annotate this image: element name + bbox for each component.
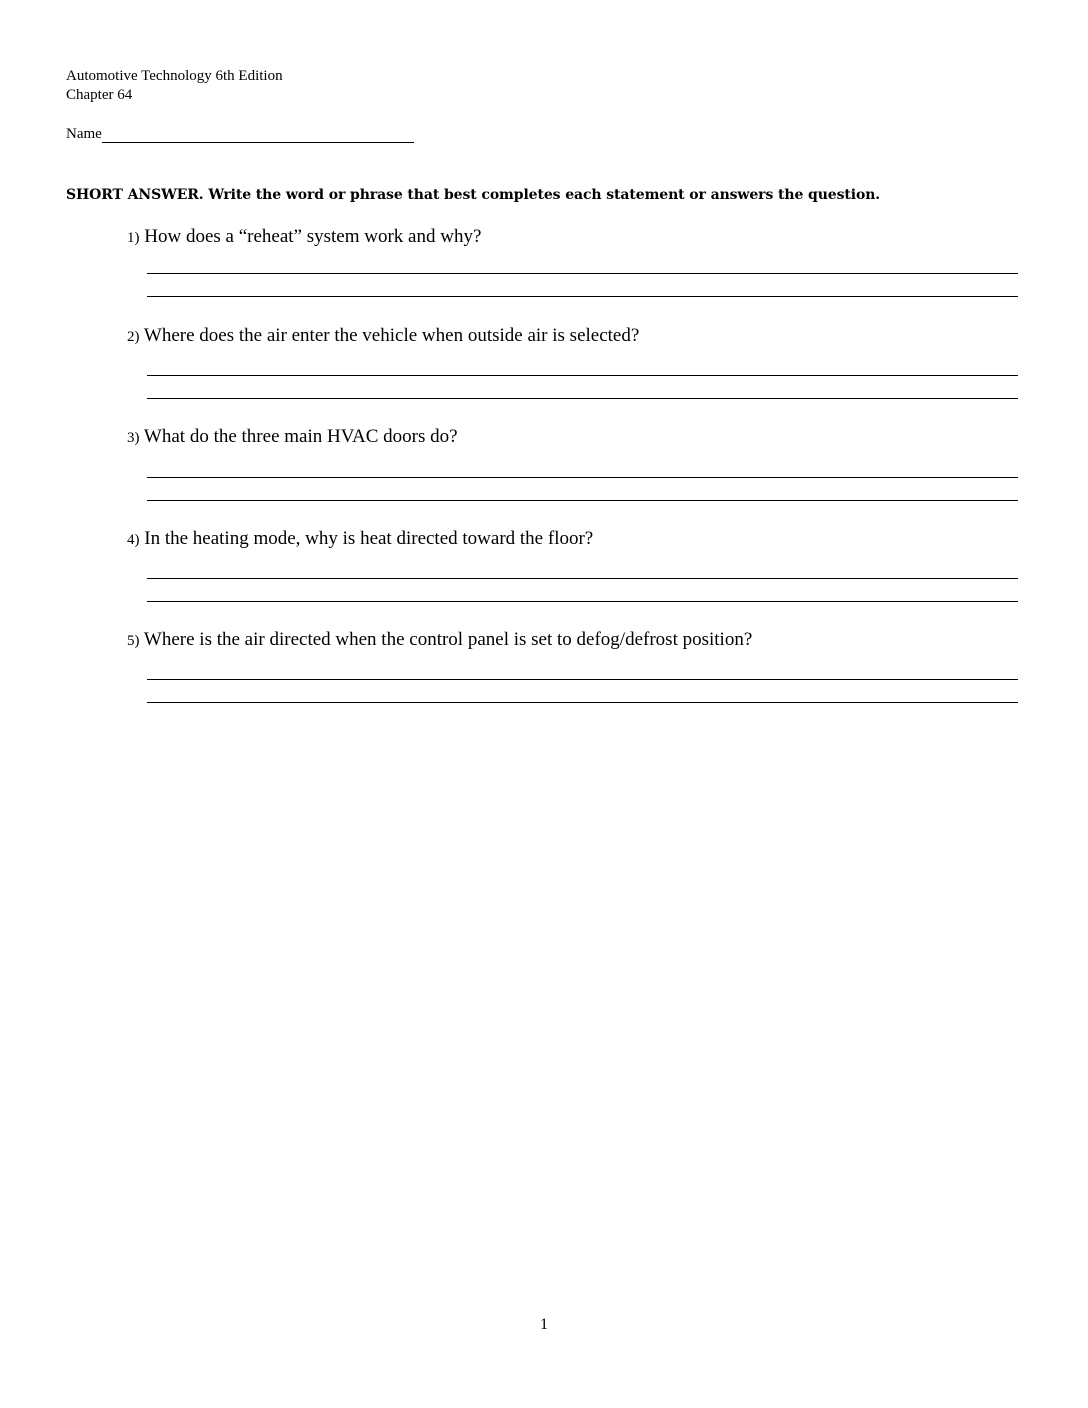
question-text: How does a “reheat” system work and why?: [144, 226, 482, 247]
page-number: 1: [540, 1316, 548, 1333]
answer-line-1b[interactable]: [147, 296, 1018, 297]
answer-line-3b[interactable]: [147, 500, 1018, 501]
answer-line-4b[interactable]: [147, 601, 1018, 602]
question-4: [127, 528, 593, 551]
answer-line-2b[interactable]: [147, 398, 1018, 399]
answer-line-2a[interactable]: [147, 375, 1018, 376]
question-number: 2): [127, 329, 140, 345]
question-text: Where does the air enter the vehicle when outside air is selected?: [143, 325, 640, 346]
question-text: Where is the air directed when the control panel is set to defog/defrost position?: [143, 629, 753, 650]
document-title: Automotive Technology 6th Edition: [66, 68, 283, 84]
answer-line-4a[interactable]: [147, 578, 1018, 579]
question-number: 5): [127, 633, 140, 649]
answer-line-3a[interactable]: [147, 477, 1018, 478]
question-number: 3): [127, 430, 140, 446]
answer-line-5a[interactable]: [147, 679, 1018, 680]
name-field[interactable]: [102, 125, 414, 143]
question-3: [127, 426, 458, 449]
chapter-label: Chapter 64: [66, 87, 133, 103]
answer-line-5b[interactable]: [147, 702, 1018, 703]
question-number: 4): [127, 532, 140, 548]
question-1: [127, 226, 481, 249]
question-text: What do the three main HVAC doors do?: [143, 426, 458, 447]
question-5: [127, 629, 752, 652]
question-text: In the heating mode, why is heat directed toward the floor?: [144, 528, 594, 549]
name-label: Name: [66, 126, 102, 142]
answer-line-1a[interactable]: [147, 273, 1018, 274]
question-2: [127, 325, 639, 348]
name-row: [66, 125, 414, 143]
question-number: 1): [127, 230, 140, 246]
section-instructions: SHORT ANSWER. Write the word or phrase that best completes each statement or answers the question.: [66, 187, 881, 203]
